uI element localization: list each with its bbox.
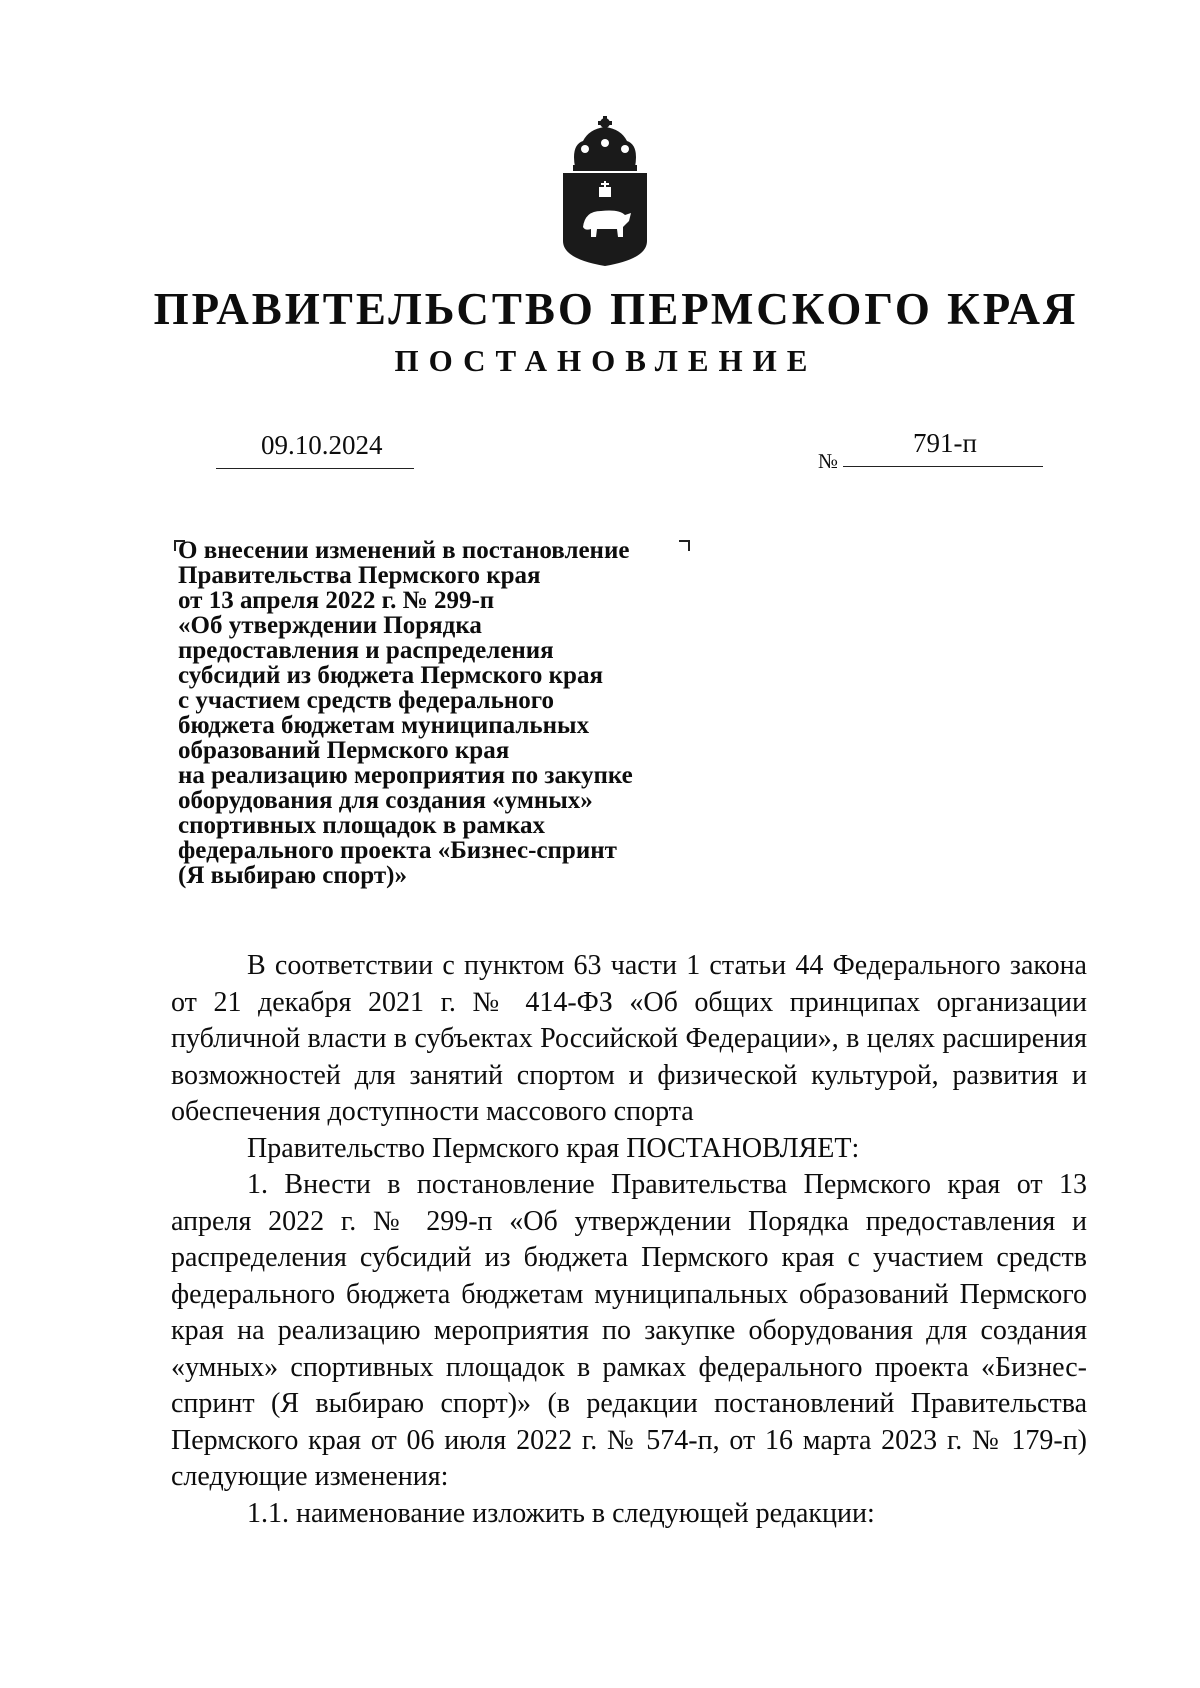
number-sign: №	[818, 449, 839, 473]
government-title: ПРАВИТЕЛЬСТВО ПЕРМСКОГО КРАЯ	[153, 284, 1079, 334]
document-type: ПОСТАНОВЛЕНИЕ	[394, 343, 818, 378]
document-body	[171, 948, 1087, 1532]
decree-paragraph: Правительство Пермского края ПОСТАНОВЛЯЕТ:	[247, 1132, 860, 1164]
item-1-1-paragraph: 1.1. наименование изложить в следующей редакции:	[247, 1497, 875, 1529]
item-1-paragraph: 1. Внести в постановление Правительства Пермского края от 13 апреля 2022 г. № 299-п «Об утверждении Порядка предоставления и распределения субсидий из бюджета Пермского края с участием средств федерального бюджета бюджетам муниципальных образований Пермского края на реализацию мероприятия по закупке оборудования для создания «умных» спортивных площадок в рамках федерального проекта «Бизнес-спринт (Я выбираю спорт)» (в редакции постановлений Правительства Пермского края от 06 июля 2022 г. № 574-п, от 16 марта 2023 г. № 179-п) следующие изменения:	[171, 1169, 1087, 1492]
preamble-paragraph: В соответствии с пунктом 63 части 1 статьи 44 Федерального закона от 21 декабря 2021 г. № 414-ФЗ «Об общих принципах организации публичной власти в субъектах Российской Федерации», в целях расширения возможностей для занятий спортом и физической культурой, развития и обеспечения доступности массового спорта	[171, 950, 1087, 1127]
document-number: 791-п	[913, 428, 977, 458]
document-subject: О внесении изменений в постановление Правительства Пермского края от 13 апреля 2022 г. № 299-п «Об утверждении Порядка предоставления и распределения субсидий из бюджета Пермского края с участием средств федерального бюджета бюджетам муниципальных образований Пермского края на реализацию мероприятия по закупке оборудования для создания «умных» спортивных площадок в рамках федерального проекта «Бизнес-спринт (Я выбираю спорт)»	[178, 537, 633, 889]
date-field	[216, 430, 414, 469]
document-date: 09.10.2024	[261, 430, 383, 460]
number-field	[843, 430, 1043, 467]
perm-krai-coat-of-arms-icon	[563, 115, 647, 267]
